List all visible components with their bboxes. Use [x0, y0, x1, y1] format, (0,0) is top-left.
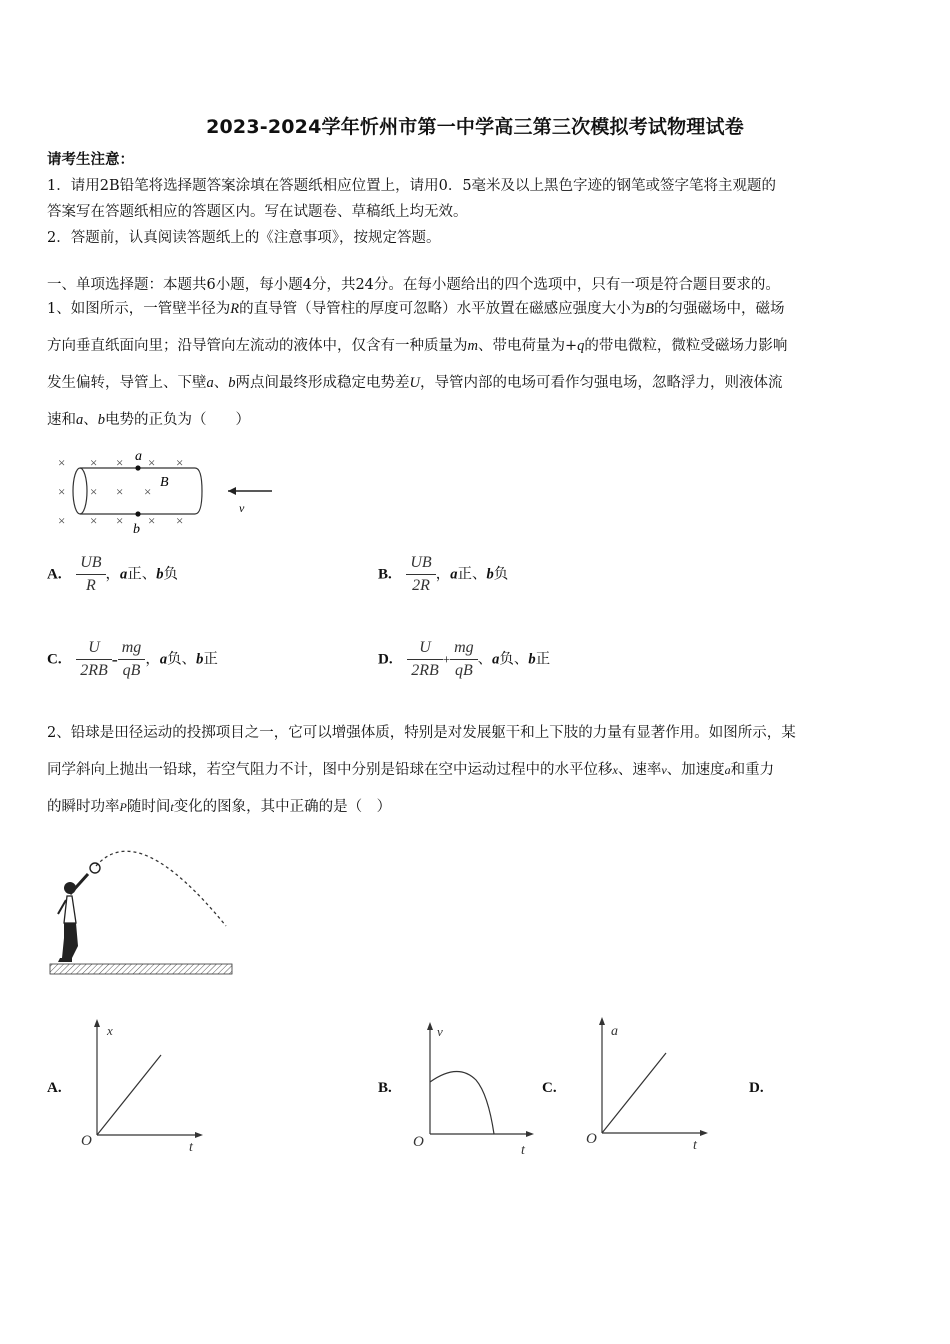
graph-B-y-arrow [427, 1022, 433, 1030]
svg-text:×: × [144, 484, 152, 499]
shot-ball [90, 863, 100, 873]
graph-B-ylabel: v [437, 1024, 443, 1039]
svg-text:×: × [90, 484, 98, 499]
option-B-fraction: $\frac{UB}{2R}$ [406, 552, 435, 597]
q1-option-A[interactable]: A. $\frac{UB}{R}$ ，a正、b负 [47, 552, 178, 597]
svg-text:×: × [90, 513, 98, 528]
graph-A-xlabel: t [189, 1140, 193, 1155]
option-C-fraction-1: $\frac{U}{2RB}$ [76, 637, 112, 682]
tube-left-end [73, 468, 87, 514]
graph-C-origin: O [586, 1131, 597, 1147]
option-C-fraction-2: $\frac{mg}{qB}$ [118, 637, 146, 682]
point-a [135, 465, 140, 470]
ground [50, 964, 232, 974]
svg-text:×: × [58, 484, 66, 499]
q2-option-C-label[interactable]: C. [542, 1080, 557, 1096]
magnetic-field-crosses [58, 455, 183, 528]
q1-option-B[interactable]: B. $\frac{UB}{2R}$ ，a正、b负 [378, 552, 508, 597]
q1-figure [50, 446, 280, 538]
option-A-fraction: $\frac{UB}{R}$ [76, 552, 105, 597]
q1-line-3: 发生偏转，导管上、下壁a、b两点间最终形成稳定电势差U，导管内部的电场可看作匀强电场，忽略浮力，则液体流 [47, 375, 783, 391]
q1-line-4: 速和a、b电势的正负为（ ） [47, 412, 250, 428]
q2-option-A-label[interactable]: A. [47, 1080, 62, 1096]
graph-C-xlabel: t [693, 1138, 697, 1153]
graph-B-origin: O [413, 1134, 424, 1150]
q2-line-2: 同学斜向上抛出一铅球，若空气阻力不计，图中分别是铅球在空中运动过程中的水平位移$^x$、速率$^v$、加速度$^a$和重力 [47, 762, 775, 778]
q1-option-D[interactable]: D. $\frac{U}{2RB}$ + $\frac{mg}{qB}$ 、a负、b正 [378, 637, 550, 682]
notice-line-2: 答案写在答题纸相应的答题区内。写在试题卷、草稿纸上均无效。 [47, 204, 468, 220]
graph-C-ylabel: a [611, 1024, 618, 1039]
graph-A-ylabel: x [107, 1023, 113, 1038]
q1-option-C[interactable]: C. $\frac{U}{2RB}$ - $\frac{mg}{qB}$ ，a负、b正 [47, 637, 218, 682]
notice-heading: 请考生注意： [47, 151, 134, 168]
graph-B-xlabel: t [521, 1143, 525, 1158]
label-v: v [239, 501, 245, 515]
q2-option-D-label[interactable]: D. [749, 1080, 764, 1096]
option-D-fraction-2: $\frac{mg}{qB}$ [450, 637, 478, 682]
section-heading: 一、单项选择题：本题共6小题，每小题4分，共24分。在每小题给出的四个选项中，只有一项是符合题目要求的。 [47, 277, 780, 293]
point-b [135, 511, 140, 516]
svg-text:×: × [148, 455, 156, 470]
graph-A-line [97, 1055, 161, 1135]
label-B: B [160, 475, 169, 490]
svg-text:×: × [58, 513, 66, 528]
athlete [58, 874, 88, 962]
svg-text:×: × [116, 455, 124, 470]
page-title: 2023-2024学年忻州市第一中学高三第三次模拟考试物理试卷 [206, 116, 744, 138]
q1-stem [47, 291, 907, 439]
graph-B-curve [430, 1071, 494, 1134]
svg-text:×: × [58, 455, 66, 470]
q2-line-3: 的瞬时功率$^P$随时间$^t$变化的图象，其中正确的是（ ） [47, 799, 392, 815]
q2-option-B-label[interactable]: B. [378, 1080, 392, 1096]
q2-line-1: 2、铅球是田径运动的投掷项目之一，它可以增强体质，特别是对发展躯干和上下肢的力量有显著作用。如图所示，某 [47, 725, 796, 741]
trajectory-curve [96, 851, 226, 926]
graph-A-x-arrow [195, 1132, 203, 1138]
svg-text:×: × [176, 455, 184, 470]
q1-line-2: 方向垂直纸面向里；沿导管向左流动的液体中，仅含有一种质量为m、带电荷量为+q的带电微粒，微粒受磁场力影响 [47, 338, 788, 354]
notice-line-1: 1．请用2B铅笔将选择题答案涂填在答题纸相应位置上，请用0．5毫米及以上黑色字迹的钢笔或签字笔将主观题的 [47, 178, 777, 194]
graph-B-x-arrow [526, 1131, 534, 1137]
graph-A-origin: O [81, 1133, 92, 1149]
graph-B [408, 1018, 543, 1160]
graph-C-x-arrow [700, 1130, 708, 1136]
option-D-fraction-1: $\frac{U}{2RB}$ [407, 637, 443, 682]
tube-outline [80, 468, 202, 514]
shot-put-figure [48, 838, 238, 978]
graph-C-y-arrow [599, 1017, 605, 1025]
graph-A [75, 1015, 210, 1157]
label-a: a [135, 449, 142, 464]
svg-text:×: × [176, 513, 184, 528]
notice-line-3: 2．答题前，认真阅读答题纸上的《注意事项》，按规定答题。 [47, 230, 441, 246]
graph-A-y-arrow [94, 1019, 100, 1027]
q1-line-1: 1、如图所示，一管壁半径为R的直导管（导管柱的厚度可忽略）水平放置在磁感应强度大小为B的匀强磁场中，磁场 [47, 301, 785, 317]
svg-text:×: × [148, 513, 156, 528]
svg-text:×: × [116, 484, 124, 499]
graph-C-line [602, 1053, 666, 1133]
velocity-arrowhead [228, 487, 236, 495]
q2-stem [47, 715, 907, 826]
svg-text:×: × [116, 513, 124, 528]
label-b: b [133, 522, 140, 537]
graph-C [580, 1013, 715, 1155]
svg-text:×: × [90, 455, 98, 470]
